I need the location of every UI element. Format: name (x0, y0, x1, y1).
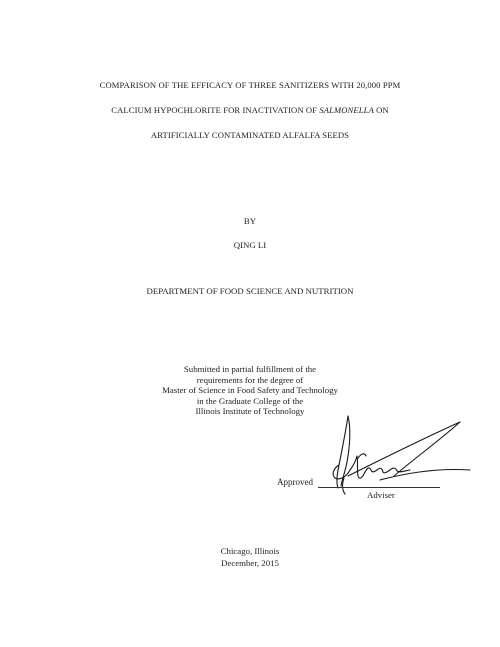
submission-line-1: Submitted in partial fulfillment of the (183, 364, 317, 374)
title-line-2 (0, 105, 500, 115)
location: Chicago, Illinois (220, 546, 280, 556)
author-name: QING LI (233, 240, 267, 250)
date: December, 2015 (221, 557, 279, 568)
title-line-2-start: CALCIUM HYPOCHLORITE FOR INACTIVATION OF (111, 105, 320, 115)
adviser-label: Adviser (367, 490, 395, 500)
submission-line-3: Master of Science in Food Safety and Technology (162, 385, 338, 396)
title-line-2-end: ON (373, 105, 389, 115)
submission-line-5: Illinois Institute of Technology (195, 406, 305, 417)
signature-line (318, 487, 440, 488)
submission-line-4: in the Graduate College of the (196, 395, 304, 406)
title-line-3: ARTIFICIALLY CONTAMINATED ALFALFA SEEDS (150, 130, 350, 140)
approved-label: Approved (277, 477, 313, 487)
adviser-signature (320, 410, 480, 505)
submission-line-2: requirements for the degree of (196, 374, 304, 385)
by-label: BY (243, 216, 257, 226)
place-and-date (150, 546, 350, 569)
department-name: DEPARTMENT OF FOOD SCIENCE AND NUTRITION (146, 286, 354, 296)
title-line-1: COMPARISON OF THE EFFICACY OF THREE SANITIZERS WITH 20,000 PPM (99, 80, 401, 90)
title-italic-organism: SALMONELLA (319, 105, 374, 115)
